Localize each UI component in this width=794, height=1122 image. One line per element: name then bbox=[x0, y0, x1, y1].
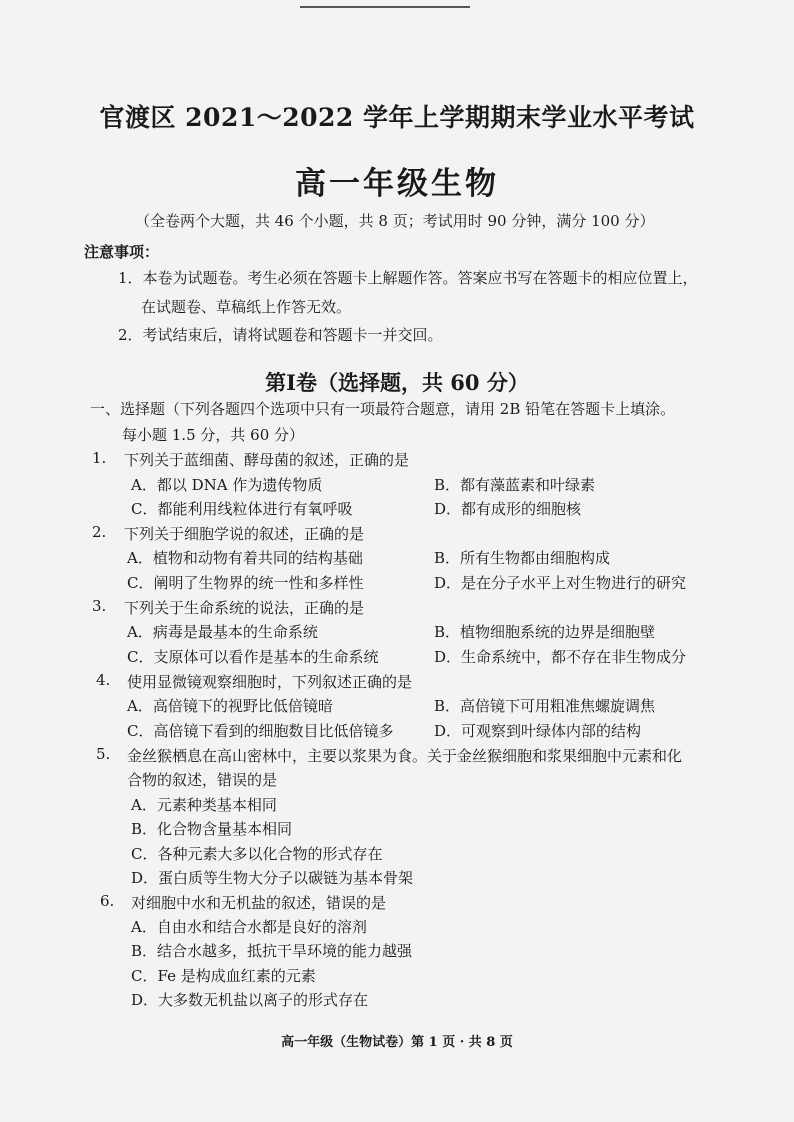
question-number: 1. bbox=[92, 449, 107, 467]
option-c: C．都能利用线粒体进行有氧呼吸 bbox=[131, 500, 353, 518]
exam-subtitle: 高一年级生物 bbox=[295, 166, 499, 202]
option-b: B．高倍镜下可用粗准焦螺旋调焦 bbox=[434, 697, 656, 715]
notice-item-1-line-2: 在试题卷、草稿纸上作答无效。 bbox=[141, 298, 352, 316]
question-number: 4. bbox=[96, 671, 111, 689]
top-rule bbox=[300, 6, 470, 8]
exam-title: 官渡区 2021～2022 学年上学期期末学业水平考试 bbox=[99, 103, 695, 132]
option-b: B．化合物含量基本相同 bbox=[131, 820, 293, 838]
question-number: 5. bbox=[96, 745, 111, 763]
question-number: 3. bbox=[92, 597, 107, 615]
page-footer: 高一年级（生物试卷）第 1 页 · 共 8 页 bbox=[281, 1035, 513, 1050]
option-c: C．支原体可以看作是基本的生命系统 bbox=[127, 648, 379, 666]
option-b: B．都有藻蓝素和叶绿素 bbox=[434, 476, 596, 494]
option-a: A．自由水和结合水都是良好的溶剂 bbox=[131, 918, 367, 936]
option-d: D．蛋白质等生物大分子以碳链为基本骨架 bbox=[131, 869, 414, 887]
part-instructions-line-2: 每小题 1.5 分，共 60 分） bbox=[122, 426, 305, 444]
option-c: C．各种元素大多以化合物的形式存在 bbox=[131, 845, 383, 863]
question-stem: 使用显微镜观察细胞时，下列叙述正确的是 bbox=[127, 673, 413, 691]
option-d: D．都有成形的细胞核 bbox=[434, 500, 582, 518]
option-b: B．植物细胞系统的边界是细胞壁 bbox=[434, 623, 656, 641]
exam-info: （全卷两个大题，共 46 个小题，共 8 页；考试用时 90 分钟，满分 100 分） bbox=[135, 212, 655, 230]
option-d: D．大多数无机盐以离子的形式存在 bbox=[131, 991, 369, 1009]
option-a: A．植物和动物有着共同的结构基础 bbox=[127, 549, 363, 567]
option-a: A．元素种类基本相同 bbox=[131, 796, 277, 814]
option-a: A．都以 DNA 作为遗传物质 bbox=[131, 476, 323, 494]
option-a: A．高倍镜下的视野比低倍镜暗 bbox=[127, 697, 333, 715]
option-a: A．病毒是最基本的生命系统 bbox=[127, 623, 318, 641]
option-d: D．生命系统中，都不存在非生物成分 bbox=[434, 648, 687, 666]
question-number: 2. bbox=[92, 523, 107, 541]
option-c: C．Fe 是构成血红素的元素 bbox=[131, 967, 316, 985]
section-title: 第Ⅰ卷（选择题，共 60 分） bbox=[265, 370, 529, 395]
notice-item-1-line-1: 1．本卷为试题卷。考生必须在答题卡上解题作答。答案应书写在答题卡的相应位置上， bbox=[118, 269, 698, 287]
option-d: D．是在分子水平上对生物进行的研究 bbox=[434, 574, 687, 592]
question-stem: 对细胞中水和无机盐的叙述，错误的是 bbox=[131, 894, 387, 912]
question-stem: 下列关于细胞学说的叙述，正确的是 bbox=[124, 525, 365, 543]
part-instructions-line-1: 一、选择题（下列各题四个选项中只有一项最符合题意，请用 2B 铅笔在答题卡上填涂。 bbox=[90, 400, 676, 418]
option-d: D．可观察到叶绿体内部的结构 bbox=[434, 722, 642, 740]
option-c: C．高倍镜下看到的细胞数目比低倍镜多 bbox=[127, 722, 394, 740]
question-number: 6. bbox=[100, 892, 115, 910]
notice-heading: 注意事项： bbox=[84, 243, 160, 261]
question-stem: 下列关于生命系统的说法，正确的是 bbox=[124, 599, 365, 617]
option-b: B．结合水越多，抵抗干旱环境的能力越强 bbox=[131, 942, 413, 960]
question-stem-continued: 合物的叙述，错误的是 bbox=[127, 771, 278, 789]
option-b: B．所有生物都由细胞构成 bbox=[434, 549, 611, 567]
question-stem: 金丝猴栖息在高山密林中，主要以浆果为食。关于金丝猴细胞和浆果细胞中元素和化 bbox=[127, 747, 683, 765]
question-stem: 下列关于蓝细菌、酵母菌的叙述，正确的是 bbox=[124, 451, 410, 469]
option-c: C．阐明了生物界的统一性和多样性 bbox=[127, 574, 364, 592]
notice-item-2: 2．考试结束后，请将试题卷和答题卡一并交回。 bbox=[118, 326, 443, 344]
